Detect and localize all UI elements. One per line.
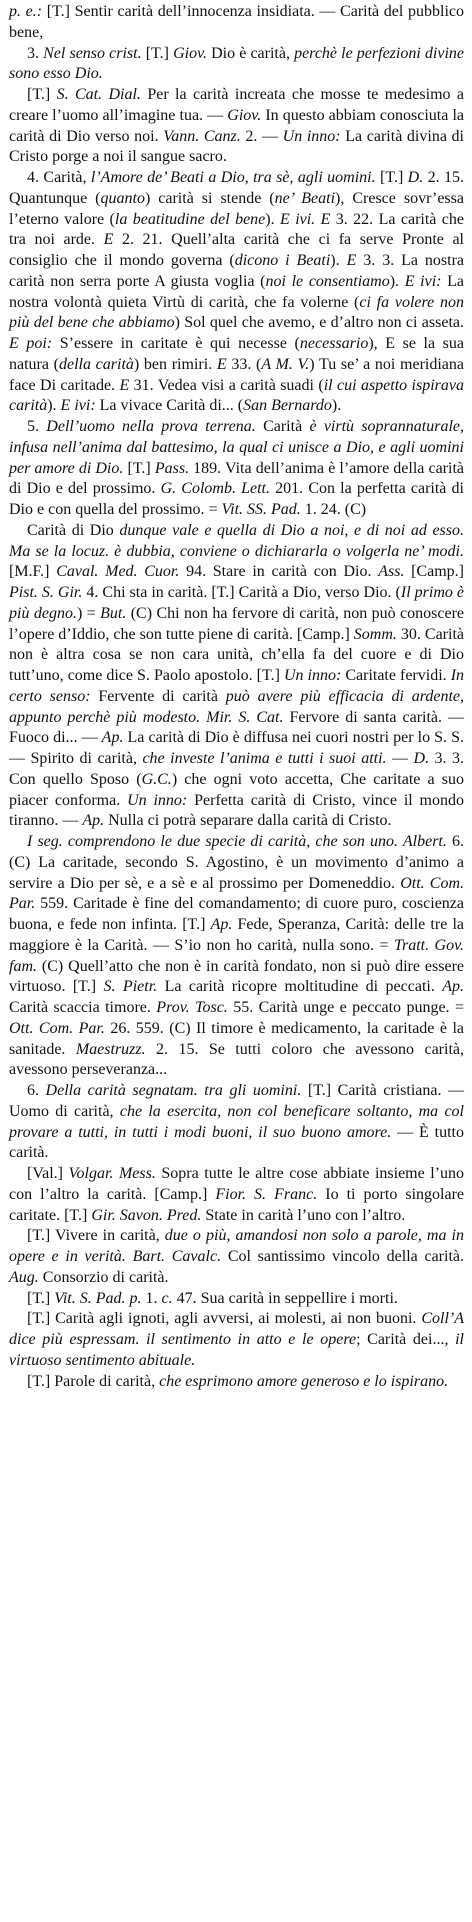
paragraph: Carità di Dio dunque vale e quella di Dio a noi, e di noi ad esso. Ma se la locuz. è dubbia, conviene o dichiararla o volgerla ne’ modi. [M.F.] Caval. Med. Cuor. 94. Stare in carità con Dio. Ass. [Camp.] Pist. S. Gir. 4. Chi sta in carità. [T.] Carità a Dio, verso Dio. (Il primo è più degno.) = But. (C) Chi non ha fervore di carità, non può conoscere l’opere d’Iddio, che son tutte piene di carità. [Camp.] Somm. 30. Carità non è altra cosa se non cara unità, ch’ella fa del cuore e di Dio tutt’uno, come dice S. Paolo apostolo. [T.] Un inno: Caritate fervidi. In certo senso: Fervente di carità può avere più efficacia di ardente, appunto perchè più modesto. Mir. S. Cat. Fervore di santa carità. — Fuoco di... — Ap. La carità di Dio è diffusa nei cuori nostri per lo S. S. — Spirito di carità, che investe l’anima e tutti i suoi atti. — D. 3. 3. Con quello Sposo (G.C.) che ogni voto accetta, Che caritate a suo piacer conforma. Un inno: Perfetta carità di Cristo, vince il mondo tiranno. — Ap. Nulla ci potrà separare dalla carità di Cristo. [9, 521, 465, 830]
paragraph: I seg. comprendono le due specie di carità, che son uno. Albert. 6. (C) La caritade, secondo S. Agostino, è un movimento d’animo a servire a Dio per sè, e a sè e al prossimo per Domeneddio. Ott. Com. Par. 559. Caritade è fine del comandamento; di cuore puro, coscienza buona, e fede non infinta. [T.] Ap. Fede, Speranza, Carità: delle tre la maggiore è la Carità. — S’io non ho carità, nulla sono. = Tratt. Gov. fam. (C) Quell’atto che non è in carità fondato, non si può dire essere virtuoso. [T.] S. Pietr. La carità ricopre moltitudine di peccati. Ap. Carità scaccia timore. Prov. Tosc. 55. Carità unge e peccato punge. = Ott. Com. Par. 26. 559. (C) Il timore è medicamento, la caritade è la sanitade. Maestruzz. 2. 15. Se tutti coloro che avessono carità, avessono perseveranza... [9, 833, 465, 1079]
paragraph: [T.] Carità agli ignoti, agli avversi, ai molesti, ai non buoni. Coll’A dice più espressam. il sentimento in atto e le opere; Carità dei..., il virtuoso sentimento abituale. [9, 1310, 464, 1369]
paragraph: [T.] Vivere in carità, due o più, amandosi non solo a parole, ma in opere e in verità. Bart. Cavalc. Col santissimo vincolo della carità. Aug. Consorzio di carità. [9, 1227, 465, 1286]
paragraph: p. e.: [T.] Sentir carità dell’innocenza insidiata. — Carità del pubblico bene, [9, 3, 464, 41]
paragraph: 3. Nel senso crist. [T.] Giov. Dio è carità, perchè le perfezioni divine sono esso Dio. [9, 44, 464, 83]
paragraph: 5. Dell’uomo nella prova terrena. Carità è virtù soprannaturale, infusa nell’anima dal battesimo, la qual ci unisce a Dio, e agli uomini per amore di Dio. [T.] Pass. 189. Vita dell’anima è l’amore della carità di Dio e del prossimo. G. Colomb. Lett. 201. Con la perfetta carità di Dio e con quella del prossimo. = Vit. SS. Pad. 1. 24. (C) [9, 418, 465, 518]
paragraph: [T.] S. Cat. Dial. Per la carità increata che mosse te medesimo a creare l’uomo all’imagine tua. — Giov. In questo abbiam conosciuta la carità di Dio verso noi. Vann. Canz. 2. — Un inno: La carità divina di Cristo porge a noi il sangue sacro. [9, 86, 465, 166]
paragraph: [Val.] Volgar. Mess. Sopra tutte le altre cose abbiate insieme l’uno con l’altro la carità. [Camp.] Fior. S. Franc. Io ti porto singolare caritate. [T.] Gir. Savon. Pred. State in carità l’uno con l’altro. [9, 1165, 465, 1224]
paragraph: [T.] Parole di carità, che esprimono amore generoso e lo ispirano. [27, 1372, 449, 1390]
paragraph: [T.] Vit. S. Pad. p. 1. c. 47. Sua carità in seppellire i morti. [27, 1289, 398, 1307]
paragraph: 4. Carità, l’Amore de’ Beati a Dio, tra sè, agli uomini. [T.] D. 2. 15. Quantunque (quanto) carità si stende (ne’ Beati), Cresce sovr’essa l’eterno valore (la beatitudine del bene). E ivi. E 3. 22. La carità che tra noi arde. E 2. 21. Quell’alta carità che ci fa serve Pronte al consiglio che il mondo governa (dicono i Beati). E 3. 3. La nostra carità non serra porte A giusta voglia (noi le consentiamo). E ivi: La nostra volontà quieta Virtù di carità, che fa volerne (ci fa volere non più del bene che abbiamo) Sol quel che avemo, e d’altro non ci asseta. E poi: S’essere in caritate è qui necesse (necessario), E se la sua natura (della carità) ben rimiri. E 33. (A M. V.) Tu se’ a noi meridiana face Di caritade. E 31. Vedea visi a carità suadi (il cui aspetto ispirava carità). E ivi: La vivace Carità di... (San Bernardo). [9, 169, 465, 415]
paragraph: 6. Della carità segnatam. tra gli uomini. [T.] Carità cristiana. — Uomo di carità, che la esercita, non col beneficare soltanto, ma col provare a tutti, in tutti i modi buoni, il suo buono amore. — È tutto carità. [9, 1082, 465, 1162]
